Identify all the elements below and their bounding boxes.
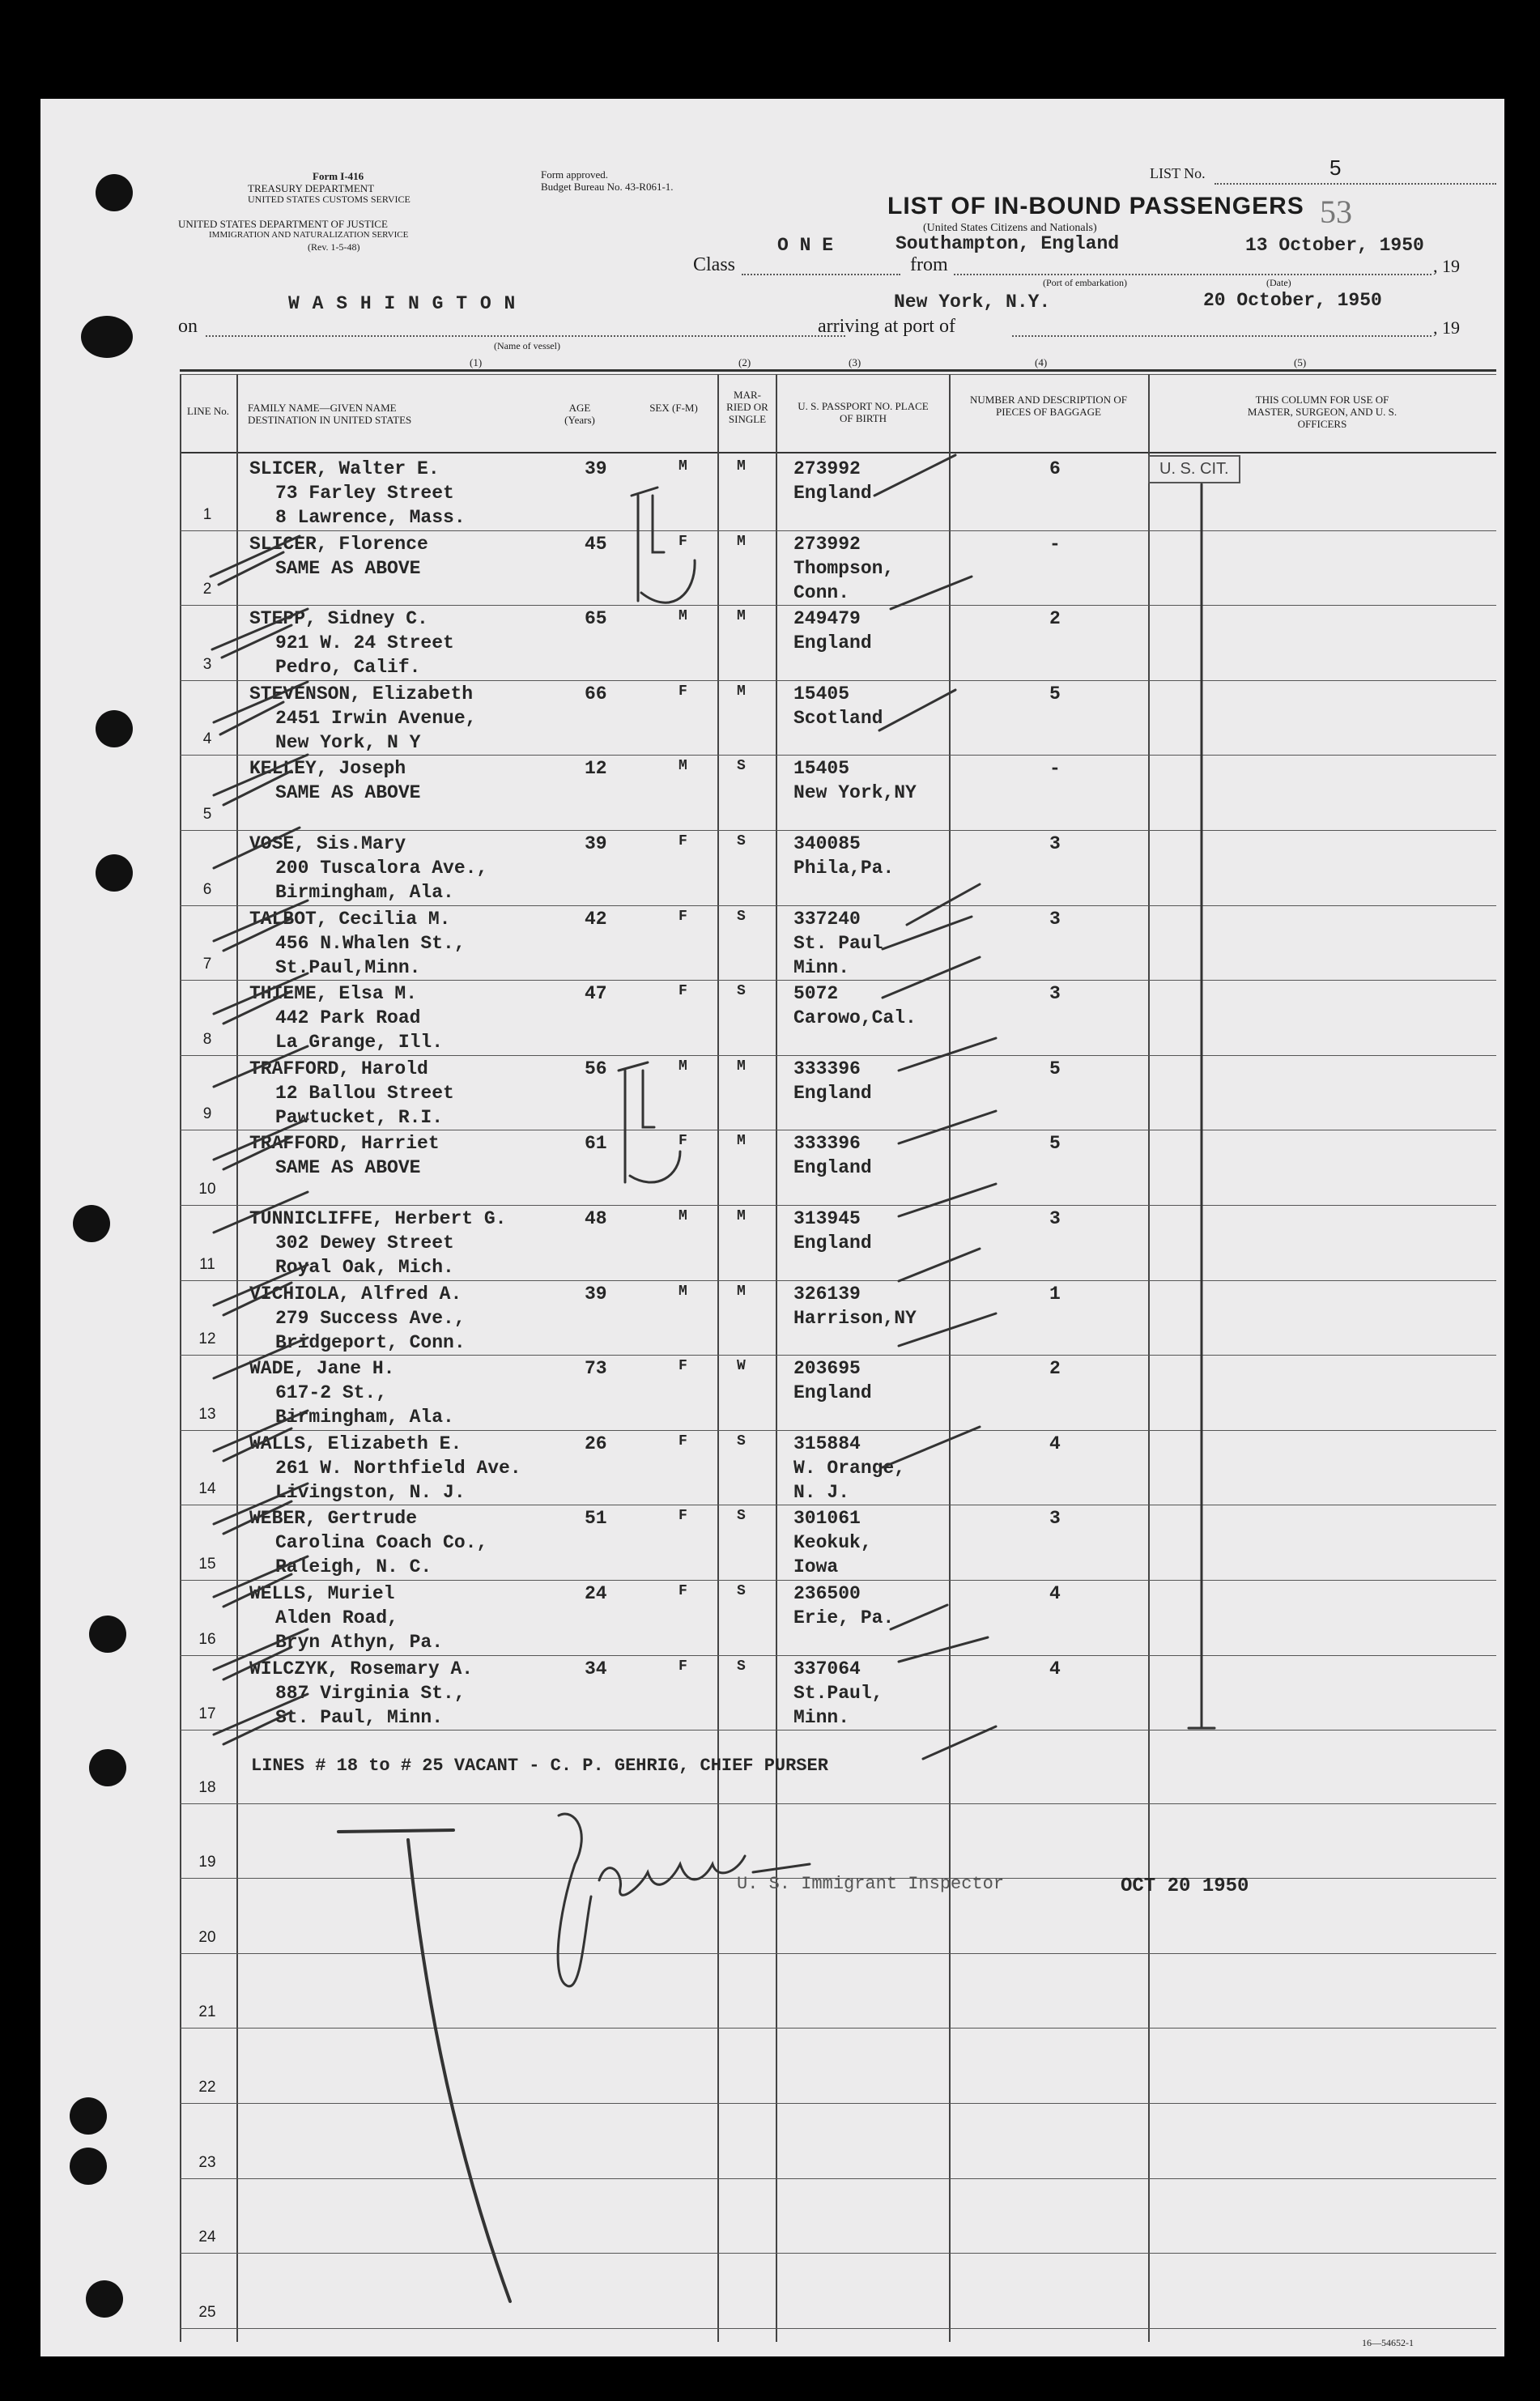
line-number: 18 (198, 1778, 216, 1796)
destination-line: 261 W. Northfield Ave. (275, 1457, 521, 1479)
passenger-age: 51 (585, 1508, 607, 1530)
ins-service: IMMIGRATION AND NATURALIZATION SERVICE (209, 230, 409, 240)
col-header-age: AGE (Years) (564, 402, 595, 426)
line-number: 17 (198, 1705, 216, 1723)
baggage-count: 4 (1049, 1583, 1061, 1604)
marital-status: M (737, 533, 746, 550)
passenger-name: WADE, Jane H. (249, 1358, 395, 1380)
line-number: 15 (198, 1556, 216, 1573)
place-of-birth: New York,NY (793, 782, 917, 804)
document-subtitle: (United States Citizens and Nationals) (923, 222, 1097, 234)
place-of-birth: Scotland (793, 707, 883, 729)
passport-number: 333396 (793, 1058, 861, 1079)
line-number: 12 (198, 1330, 216, 1348)
inspector-date: OCT 20 1950 (1121, 1875, 1249, 1897)
passenger-age: 61 (585, 1133, 607, 1155)
line-number: 19 (198, 1854, 216, 1871)
destination-line: 617-2 St., (275, 1382, 388, 1404)
vacant-note: LINES # 18 to # 25 VACANT - C. P. GEHRIG, CHIEF PURSER (251, 1756, 828, 1776)
col-header-line: LINE No. (187, 405, 229, 417)
baggage-count: 5 (1049, 683, 1061, 705)
baggage-count: 1 (1049, 1283, 1061, 1305)
passenger-sex: F (679, 1433, 687, 1450)
passenger-sex: F (679, 1133, 687, 1150)
punch-hole (86, 2280, 123, 2318)
passenger-age: 73 (585, 1358, 607, 1380)
destination-line: Pedro, Calif. (275, 657, 421, 679)
place-of-birth: W. Orange, (793, 1457, 906, 1479)
passenger-sex: M (679, 1208, 687, 1224)
place-of-birth: Thompson, (793, 557, 895, 579)
place-of-birth: Minn. (793, 1706, 850, 1728)
marital-status: S (737, 983, 746, 1000)
line-number: 25 (198, 2303, 216, 2321)
punch-hole (89, 1616, 126, 1653)
passport-number: 333396 (793, 1133, 861, 1155)
class-label: Class (693, 254, 736, 275)
revision: (Rev. 1-5-48) (308, 241, 360, 253)
destination-line: 73 Farley Street (275, 483, 454, 504)
passport-number: 340085 (793, 833, 861, 854)
passenger-age: 24 (585, 1583, 607, 1604)
punch-hole (70, 2097, 107, 2135)
passport-number: 273992 (793, 533, 861, 555)
line-number: 23 (198, 2153, 216, 2171)
destination-line: 456 N.Whalen St., (275, 932, 466, 954)
treasury-dept: TREASURY DEPARTMENT (248, 182, 375, 194)
place-of-birth: Minn. (793, 956, 850, 978)
passport-number: 301061 (793, 1508, 861, 1530)
footer-code: 16—54652-1 (1362, 2337, 1414, 2348)
justice-dept: UNITED STATES DEPARTMENT OF JUSTICE (178, 218, 388, 230)
baggage-count: 4 (1049, 1433, 1061, 1454)
document-title: LIST OF IN-BOUND PASSENGERS (887, 193, 1304, 219)
destination-line: New York, N Y (275, 731, 421, 753)
destination-line: Bridgeport, Conn. (275, 1331, 466, 1353)
baggage-count: 4 (1049, 1658, 1061, 1679)
col-header-destination: DESTINATION IN UNITED STATES (248, 414, 412, 426)
marital-status: S (737, 758, 746, 775)
marital-status: S (737, 1583, 746, 1599)
marital-status: M (737, 608, 746, 625)
destination-line: St. Paul, Minn. (275, 1706, 444, 1728)
destination-line: SAME AS ABOVE (275, 782, 421, 804)
baggage-count: 5 (1049, 1133, 1061, 1155)
col-num-1: (1) (470, 356, 483, 368)
on-label: on (178, 316, 198, 337)
list-no-label: LIST No. (1150, 165, 1206, 181)
passenger-sex: M (679, 1283, 687, 1300)
destination-line: Alden Road, (275, 1607, 398, 1628)
customs-service: UNITED STATES CUSTOMS SERVICE (248, 194, 411, 205)
line-number: 9 (202, 1105, 212, 1123)
us-citizen-stamp: U. S. CIT. (1148, 455, 1240, 483)
handwritten-number: 53 (1320, 194, 1352, 230)
destination-line: 200 Tuscalora Ave., (275, 858, 488, 879)
baggage-count: - (1049, 758, 1061, 780)
col-num-2: (2) (738, 356, 751, 368)
destination-line: Bryn Athyn, Pa. (275, 1632, 444, 1653)
destination-line: Livingston, N. J. (275, 1481, 466, 1503)
col-num-5: (5) (1294, 356, 1307, 368)
passenger-name: SLICER, Walter E. (249, 458, 440, 479)
marital-status: M (737, 1283, 746, 1300)
place-of-birth: Iowa (793, 1556, 839, 1578)
arriving-label: arriving at port of (818, 316, 955, 337)
passenger-sex: F (679, 1508, 687, 1525)
passenger-age: 39 (585, 1283, 607, 1305)
marital-status: W (737, 1358, 746, 1375)
line-number: 3 (202, 655, 212, 673)
baggage-count: 3 (1049, 833, 1061, 854)
line-number: 10 (198, 1181, 216, 1198)
arrival-date: 20 October, 1950 (1203, 290, 1382, 311)
destination-line: 279 Success Ave., (275, 1307, 466, 1329)
col-header-passport: U. S. PASSPORT NO. PLACE OF BIRTH (798, 400, 929, 424)
punch-hole (96, 174, 133, 211)
place-of-birth: St. Paul (793, 932, 883, 954)
arrival-port: New York, N.Y. (894, 292, 1051, 313)
passenger-sex: M (679, 758, 687, 775)
date-label: (Date) (1266, 277, 1291, 288)
list-no-value: 5 (1329, 155, 1342, 180)
baggage-count: 3 (1049, 1208, 1061, 1229)
passenger-age: 26 (585, 1433, 607, 1454)
year-suffix-1: , 19 (1433, 256, 1460, 276)
place-of-birth: England (793, 483, 872, 504)
embarkation-date: 13 October, 1950 (1245, 235, 1424, 256)
line-number: 14 (198, 1480, 216, 1498)
line-number: 11 (199, 1255, 215, 1273)
passenger-name: TRAFFORD, Harold (249, 1058, 428, 1079)
form-approved: Form approved. (541, 168, 609, 181)
passenger-sex: F (679, 1658, 687, 1675)
passport-number: 236500 (793, 1583, 861, 1604)
passport-number: 273992 (793, 458, 861, 479)
destination-line: 887 Virginia St., (275, 1682, 466, 1704)
passport-number: 326139 (793, 1283, 861, 1305)
line-number: 7 (202, 956, 212, 973)
manifest-sheet (40, 99, 1504, 2356)
passport-number: 315884 (793, 1433, 861, 1454)
passenger-name: VOSE, Sis.Mary (249, 833, 406, 854)
passenger-name: TRAFFORD, Harriet (249, 1133, 440, 1155)
destination-line: St.Paul,Minn. (275, 956, 421, 978)
punch-hole (96, 710, 133, 747)
baggage-count: 2 (1049, 1358, 1061, 1380)
passenger-sex: F (679, 683, 687, 700)
passenger-name: SLICER, Florence (249, 533, 428, 555)
passenger-name: TUNNICLIFFE, Herbert G. (249, 1208, 507, 1229)
place-of-birth: St.Paul, (793, 1682, 883, 1704)
passport-number: 337064 (793, 1658, 861, 1679)
passport-number: 15405 (793, 758, 850, 780)
passport-number: 249479 (793, 608, 861, 630)
vessel-name: W A S H I N G T O N (288, 293, 517, 314)
place-of-birth: Erie, Pa. (793, 1607, 895, 1628)
destination-line: Royal Oak, Mich. (275, 1257, 454, 1278)
destination-line: La Grange, Ill. (275, 1032, 444, 1054)
form-number: Form I-416 (313, 170, 364, 182)
destination-line: 302 Dewey Street (275, 1232, 454, 1254)
passenger-sex: F (679, 908, 687, 925)
passport-number: 313945 (793, 1208, 861, 1229)
vessel-label: (Name of vessel) (494, 340, 560, 351)
embarkation-port: Southampton, England (895, 233, 1120, 254)
line-number: 8 (202, 1030, 212, 1048)
punch-hole (70, 2148, 107, 2185)
destination-line: 8 Lawrence, Mass. (275, 507, 466, 528)
passenger-age: 65 (585, 608, 607, 630)
passenger-sex: F (679, 1358, 687, 1375)
passport-number: 15405 (793, 683, 850, 705)
place-of-birth: Conn. (793, 581, 850, 603)
passenger-age: 56 (585, 1058, 607, 1079)
destination-line: Pawtucket, R.I. (275, 1106, 444, 1128)
passenger-age: 47 (585, 983, 607, 1005)
marital-status: M (737, 458, 746, 475)
passenger-sex: M (679, 458, 687, 475)
destination-line: 921 W. 24 Street (275, 632, 454, 654)
destination-line: Raleigh, N. C. (275, 1556, 432, 1578)
col-header-officers: THIS COLUMN FOR USE OF MASTER, SURGEON, AND U. S. OFFICERS (1247, 394, 1397, 430)
col-num-4: (4) (1035, 356, 1048, 368)
line-number: 24 (198, 2229, 216, 2246)
punch-hole (81, 316, 133, 358)
line-number: 5 (202, 806, 212, 823)
passport-number: 203695 (793, 1358, 861, 1380)
inspector-label: U. S. Immigrant Inspector (737, 1874, 1005, 1894)
passenger-name: THIEME, Elsa M. (249, 983, 418, 1005)
punch-hole (73, 1205, 110, 1242)
passenger-name: WALLS, Elizabeth E. (249, 1433, 462, 1454)
line-number: 2 (202, 581, 212, 598)
place-of-birth: England (793, 1382, 872, 1404)
destination-line: SAME AS ABOVE (275, 1157, 421, 1179)
destination-line: 2451 Irwin Avenue, (275, 707, 477, 729)
passenger-sex: F (679, 1583, 687, 1599)
passport-number: 337240 (793, 908, 861, 930)
place-of-birth: England (793, 1232, 872, 1254)
baggage-count: 3 (1049, 983, 1061, 1005)
destination-line: Birmingham, Ala. (275, 882, 454, 903)
place-of-birth: Keokuk, (793, 1532, 872, 1554)
passenger-age: 48 (585, 1208, 607, 1229)
place-of-birth: Phila,Pa. (793, 858, 895, 879)
place-of-birth: N. J. (793, 1481, 850, 1503)
col-header-married: MAR- RIED OR SINGLE (726, 389, 768, 425)
place-of-birth: Harrison,NY (793, 1307, 917, 1329)
passenger-sex: M (679, 608, 687, 625)
passenger-sex: M (679, 1058, 687, 1075)
destination-line: SAME AS ABOVE (275, 557, 421, 579)
budget-bureau: Budget Bureau No. 43-R061-1. (541, 181, 674, 193)
year-suffix-2: , 19 (1433, 317, 1460, 338)
passenger-age: 45 (585, 533, 607, 555)
destination-line: Birmingham, Ala. (275, 1407, 454, 1428)
handwritten-marks (40, 99, 1504, 2356)
line-number: 20 (198, 1928, 216, 1946)
place-of-birth: England (793, 1157, 872, 1179)
passport-number: 5072 (793, 983, 839, 1005)
col-num-3: (3) (849, 356, 861, 368)
marital-status: M (737, 1058, 746, 1075)
passenger-name: TALBOT, Cecilia M. (249, 908, 451, 930)
passenger-sex: F (679, 983, 687, 1000)
passenger-age: 39 (585, 833, 607, 854)
marital-status: S (737, 1508, 746, 1525)
class-value: O N E (777, 235, 834, 256)
col-header-sex: SEX (F-M) (649, 402, 698, 414)
marital-status: S (737, 833, 746, 849)
line-number: 13 (198, 1405, 216, 1423)
passenger-age: 12 (585, 758, 607, 780)
baggage-count: 3 (1049, 1508, 1061, 1530)
line-number: 4 (202, 730, 212, 748)
passenger-name: STEVENSON, Elizabeth (249, 683, 474, 705)
passenger-name: WILCZYK, Rosemary A. (249, 1658, 474, 1679)
marital-status: S (737, 1658, 746, 1675)
line-number: 16 (198, 1630, 216, 1648)
passenger-age: 42 (585, 908, 607, 930)
line-number: 21 (198, 2003, 216, 2021)
destination-line: 442 Park Road (275, 1007, 421, 1029)
from-label: from (910, 254, 948, 275)
passenger-sex: F (679, 533, 687, 550)
baggage-count: 5 (1049, 1058, 1061, 1079)
passenger-age: 34 (585, 1658, 607, 1679)
passenger-name: WELLS, Muriel (249, 1583, 395, 1604)
passenger-name: WEBER, Gertrude (249, 1508, 418, 1530)
place-of-birth: Carowo,Cal. (793, 1007, 917, 1029)
passenger-name: KELLEY, Joseph (249, 758, 406, 780)
marital-status: S (737, 908, 746, 925)
line-number: 22 (198, 2079, 216, 2096)
line-number: 1 (202, 505, 212, 523)
destination-line: 12 Ballou Street (275, 1082, 454, 1104)
baggage-count: - (1049, 533, 1061, 555)
marital-status: M (737, 683, 746, 700)
marital-status: M (737, 1133, 746, 1150)
marital-status: M (737, 1208, 746, 1224)
passenger-sex: F (679, 833, 687, 849)
passenger-age: 66 (585, 683, 607, 705)
col-header-name: FAMILY NAME—GIVEN NAME (248, 402, 397, 414)
port-embark-label: (Port of embarkation) (1043, 277, 1127, 288)
passenger-name: STEPP, Sidney C. (249, 608, 428, 630)
destination-line: Carolina Coach Co., (275, 1532, 488, 1554)
place-of-birth: England (793, 632, 872, 654)
place-of-birth: England (793, 1082, 872, 1104)
passenger-age: 39 (585, 458, 607, 479)
baggage-count: 6 (1049, 458, 1061, 479)
punch-hole (96, 854, 133, 892)
col-header-baggage: NUMBER AND DESCRIPTION OF PIECES OF BAGGAGE (970, 394, 1127, 418)
line-number: 6 (202, 880, 212, 898)
marital-status: S (737, 1433, 746, 1450)
punch-hole (89, 1749, 126, 1786)
passenger-name: VICHIOLA, Alfred A. (249, 1283, 462, 1305)
baggage-count: 2 (1049, 608, 1061, 630)
baggage-count: 3 (1049, 908, 1061, 930)
